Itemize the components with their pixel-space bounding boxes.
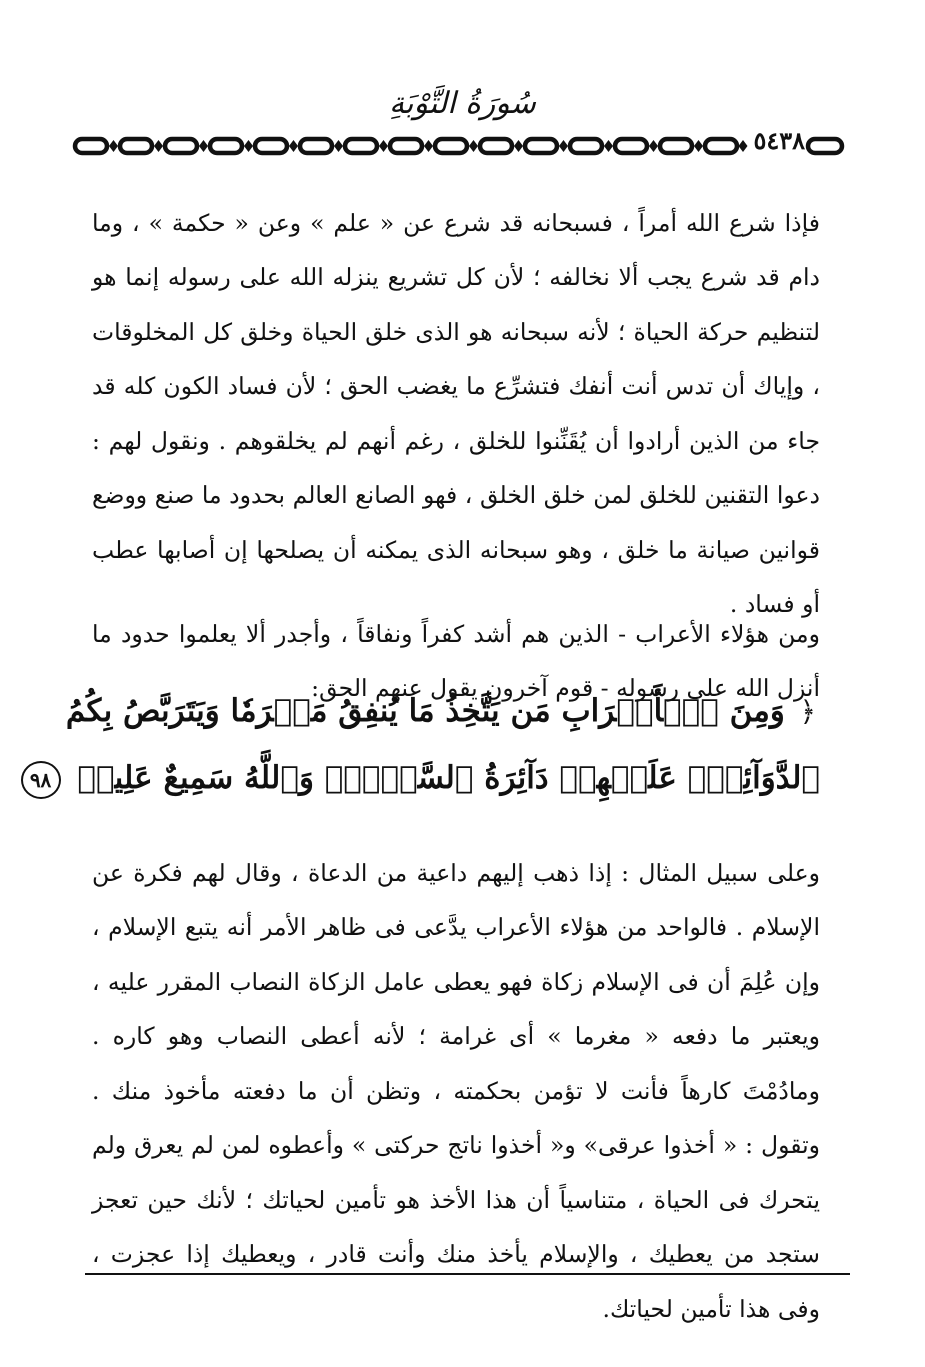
footer-divider	[85, 1273, 850, 1275]
ayah-number-badge: ٩٨	[21, 761, 61, 799]
verse-text-line-1: وَمِنَ ٱلۡأَعۡرَابِ مَن يَتَّخِذُ مَا يُنفِقُ مَغۡرَمٗا وَيَتَرَبَّصُ بِكُمُ	[65, 693, 785, 729]
chain-ornament-icon	[72, 136, 847, 158]
verse-open-ornament-icon: ﴿	[799, 695, 816, 728]
verse-line-2	[29, 745, 820, 812]
surah-title: سُورَةُ التَّوْبَةِ	[389, 86, 536, 121]
page-number: ٥٤٣٨	[753, 126, 805, 155]
verse-text-line-2: ٱلدَّوَآئِرَۚ عَلَيۡهِمۡ دَآئِرَةُ ٱلسَّوۡءِۗ وَٱللَّهُ سَمِيعٌ عَلِيمٞ	[77, 760, 820, 796]
paragraph-2: ومن هؤلاء الأعراب - الذين هم أشد كفراً ونفاقاً ، وأجدر ألا يعلموا حدود ما أنزل الله على رسوله - قوم آخرون يقول عنهم الحق:	[92, 619, 820, 702]
quran-verse	[29, 678, 820, 812]
paragraph-3: وعلى سبيل المثال : إذا ذهب إليهم داعية من الدعاة ، وقال لهم فكرة عن الإسلام . فالواحد من هؤلاء الأعراب يدَّعى فى ظاهر الأمر أنه يتبع الإسلام ، وإن عُلِمَ أن فى الإسلام زكاة فهو يعطى عامل الزكاة النصاب المقرر عليه ، ويعتبر ما دفعه « مغرما » أى غرامة ؛ لأنه أعطى النصاب وهو كاره . ومادُمْتَ كارهاً فأنت لا تؤمن بحكمته ، وتظن أن ما دفعته مأخوذ منك . وتقول : « أخذوا عرقى» و« أخذوا ناتج حركتى » وأعطوه لمن لم يعرق ولم يتحرك فى الحياة ، متناسياً أن هذا الأخذ هو تأمين لحياتك ؛ لأنك حين تعجز ستجد من يعطيك ، والإسلام يأخذ منك وأنت قادر ، ويعطيك إذا عجزت ، وفى هذا تأمين لحياتك.	[92, 858, 820, 1323]
page-header-ornament-row	[72, 128, 847, 162]
paragraph-1: فإذا شرع الله أمراً ، فسبحانه قد شرع عن « علم » وعن « حكمة » ، وما دام قد شرع يجب ألا نخالفه ؛ لأن كل تشريع ينزله الله على رسوله إنما هو لتنظيم حركة الحياة ؛ لأنه سبحانه هو الذى خلق الحياة وخلق كل المخلوقات ، وإياك أن تدس أنت أنفك فتشرِّع ما يغضب الحق ؛ لأن فساد الكون كله قد جاء من الذين أرادوا أن يُقَنِّنوا للخلق ، رغم أنهم لم يخلقوهم . ونقول لهم : دعوا التقنين للخلق لمن خلق الخلق ، فهو الصانع العالم بحدود ما صنع ووضع قوانين صيانة ما خلق ، وهو سبحانه الذى يمكنه أن يصلحها إن أصابها عطب أو فساد .	[92, 208, 820, 618]
verse-line-1	[65, 678, 820, 745]
